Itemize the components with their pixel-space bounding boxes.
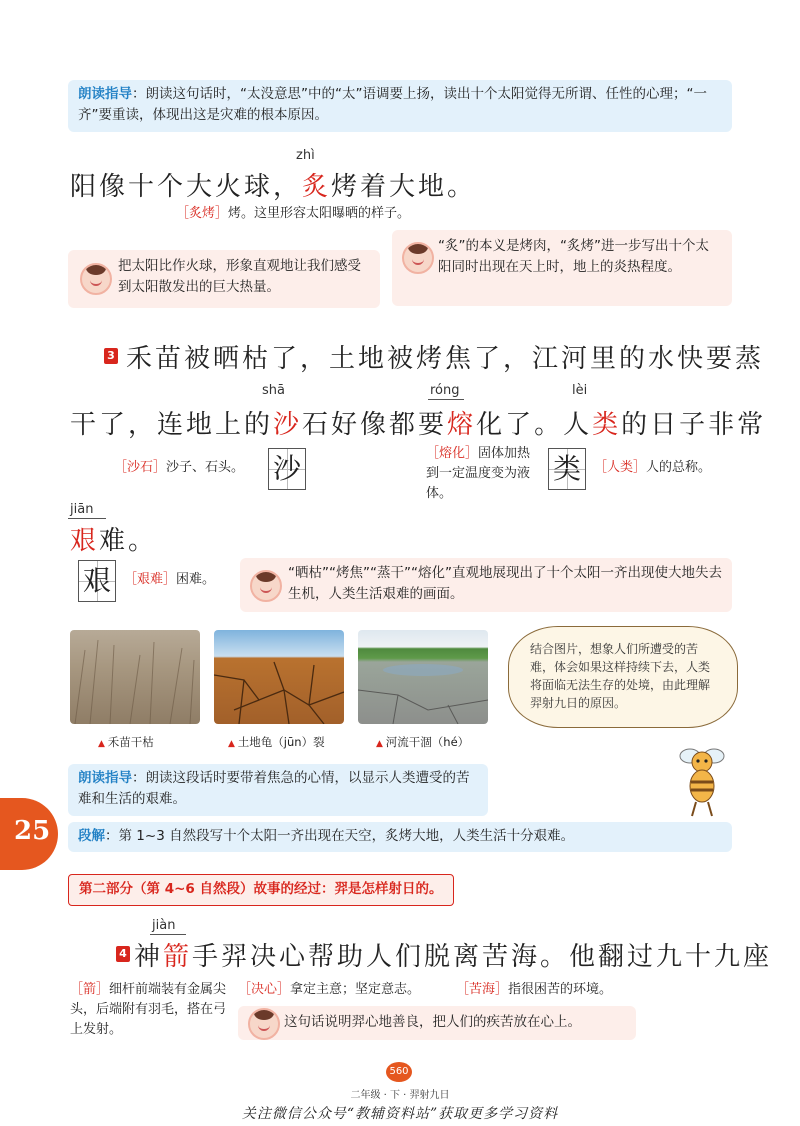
photo-withered-crops <box>70 630 200 724</box>
pinyin-sha: shā <box>262 383 285 398</box>
avatar-icon <box>80 263 112 295</box>
avatar-icon <box>248 1008 280 1040</box>
comment-bubble-2: “炙”的本义是烤肉，“炙烤”进一步写出十个太阳同时出现在天上时，地上的炎热程度。 <box>392 230 732 306</box>
gloss-kuhai: ［苦海］指很困苦的环境。 <box>456 982 613 997</box>
thought-cloud-text: 结合图片，想象人们所遭受的苦难，体会如果这样持续下去，人类将面临无法生存的处境，由此理解羿射九日的原因。 <box>530 642 711 710</box>
gloss-jiannan: ［艰难］困难。 <box>124 572 216 587</box>
char-box-jian: 艰 <box>78 560 116 602</box>
avatar-icon <box>250 570 282 602</box>
keyword-zhi: 炙 <box>302 172 332 202</box>
pinyin-rong: róng <box>430 383 460 398</box>
reading-tip-label: 朗读指导 <box>78 86 132 102</box>
comment-bubble-4: 这句话说明羿心地善良，把人们的疾苦放在心上。 <box>238 1006 636 1040</box>
text-line-3c: 艰难。 <box>70 526 158 556</box>
text-line-3a: 禾苗被晒枯了，土地被烤焦了，江河里的水快要蒸 <box>126 344 765 374</box>
gloss-zhikao: ［炙烤］烤。这里形容太阳曝晒的样子。 <box>176 206 411 221</box>
reading-tip-text: ：朗读这句话时，“太没意思”中的“太”语调要上扬，读出十个太阳觉得无所谓、任性的心理；“一齐”要重读，体现出这是灾难的根本原因。 <box>78 86 707 123</box>
text-line-1: 阳像十个大火球，炙烤着大地。 <box>70 172 477 202</box>
gloss-ronghua: ［熔化］固体加热到一定温度变为液体。 <box>426 446 531 501</box>
pinyin-zhi: zhì <box>296 148 315 163</box>
char-box-lei: 类 <box>548 448 586 490</box>
part-heading: 第二部分（第 4~6 自然段）故事的经过：羿是怎样射日的。 <box>68 874 454 906</box>
reading-tip-2: 朗读指导：朗读这段话时要带着焦急的心情，以显示人类遭受的苦难和生活的艰难。 <box>68 764 488 816</box>
paragraph-number-4: 4 <box>116 946 130 962</box>
avatar-icon <box>402 242 434 274</box>
keyword-jian-arrow: 箭 <box>163 942 193 972</box>
keyword-sha: 沙 <box>273 410 303 440</box>
text-line-4: 神箭手羿决心帮助人们脱离苦海。他翻过九十九座 <box>134 942 773 972</box>
keyword-rong: 熔 <box>447 410 477 440</box>
comment-bubble-1: 把太阳比作火球，形象直观地让我们感受到太阳散发出的巨大热量。 <box>68 250 380 308</box>
pinyin-lei: lèi <box>572 383 588 398</box>
text-line-3b: 干了，连地上的沙石好像都要熔化了。人类的日子非常 <box>70 410 767 440</box>
keyword-jian: 艰 <box>70 526 100 556</box>
comment-bubble-3: “晒枯”“烤焦”“蒸干”“熔化”直观地展现出了十个太阳一齐出现使大地失去生机，人类生活艰难的画面。 <box>240 558 732 612</box>
gloss-jian: ［箭］细杆前端装有金属尖头，后端附有羽毛，搭在弓上发射。 <box>70 982 227 1037</box>
pinyin-jian: jiān <box>70 502 94 517</box>
paragraph-summary: 段解：第 1~3 自然段写十个太阳一齐出现在天空，炙烤大地，人类生活十分艰难。 <box>68 822 732 852</box>
page-number-badge: 560 <box>386 1062 412 1082</box>
photo-cracked-land <box>214 630 344 724</box>
paragraph-number-3: 3 <box>104 348 118 364</box>
side-page-number: 25 <box>14 816 51 846</box>
pinyin-bar <box>428 399 464 400</box>
pinyin-bar <box>68 518 106 519</box>
char-box-sha: 沙 <box>268 448 306 490</box>
pinyin-bar <box>150 934 186 935</box>
keyword-kao: 烤 <box>331 172 361 202</box>
reading-tip-1 <box>68 80 732 132</box>
photo-caption-2: ▲ 土地龟（jūn）裂 <box>228 734 325 750</box>
photo-caption-1: ▲ 禾苗干枯 <box>98 734 154 750</box>
photo-caption-3: ▲ 河流干涸（hé） <box>376 734 469 750</box>
pinyin-jian-4: jiàn <box>152 918 176 933</box>
gloss-juexin: ［决心］拿定主意；坚定意志。 <box>238 982 421 997</box>
gloss-renlei: ［人类］人的总称。 <box>594 460 712 475</box>
gloss-shashi: ［沙石］沙子、石头。 <box>114 460 245 475</box>
footer-book-title: 二年级 · 下 · 羿射九日 <box>350 1090 450 1101</box>
footer-wechat-note: 关注微信公众号“教辅资料站”获取更多学习资料 <box>241 1106 559 1122</box>
keyword-lei: 类 <box>592 410 622 440</box>
photo-dry-river <box>358 630 488 724</box>
bee-mascot-icon <box>668 740 738 820</box>
